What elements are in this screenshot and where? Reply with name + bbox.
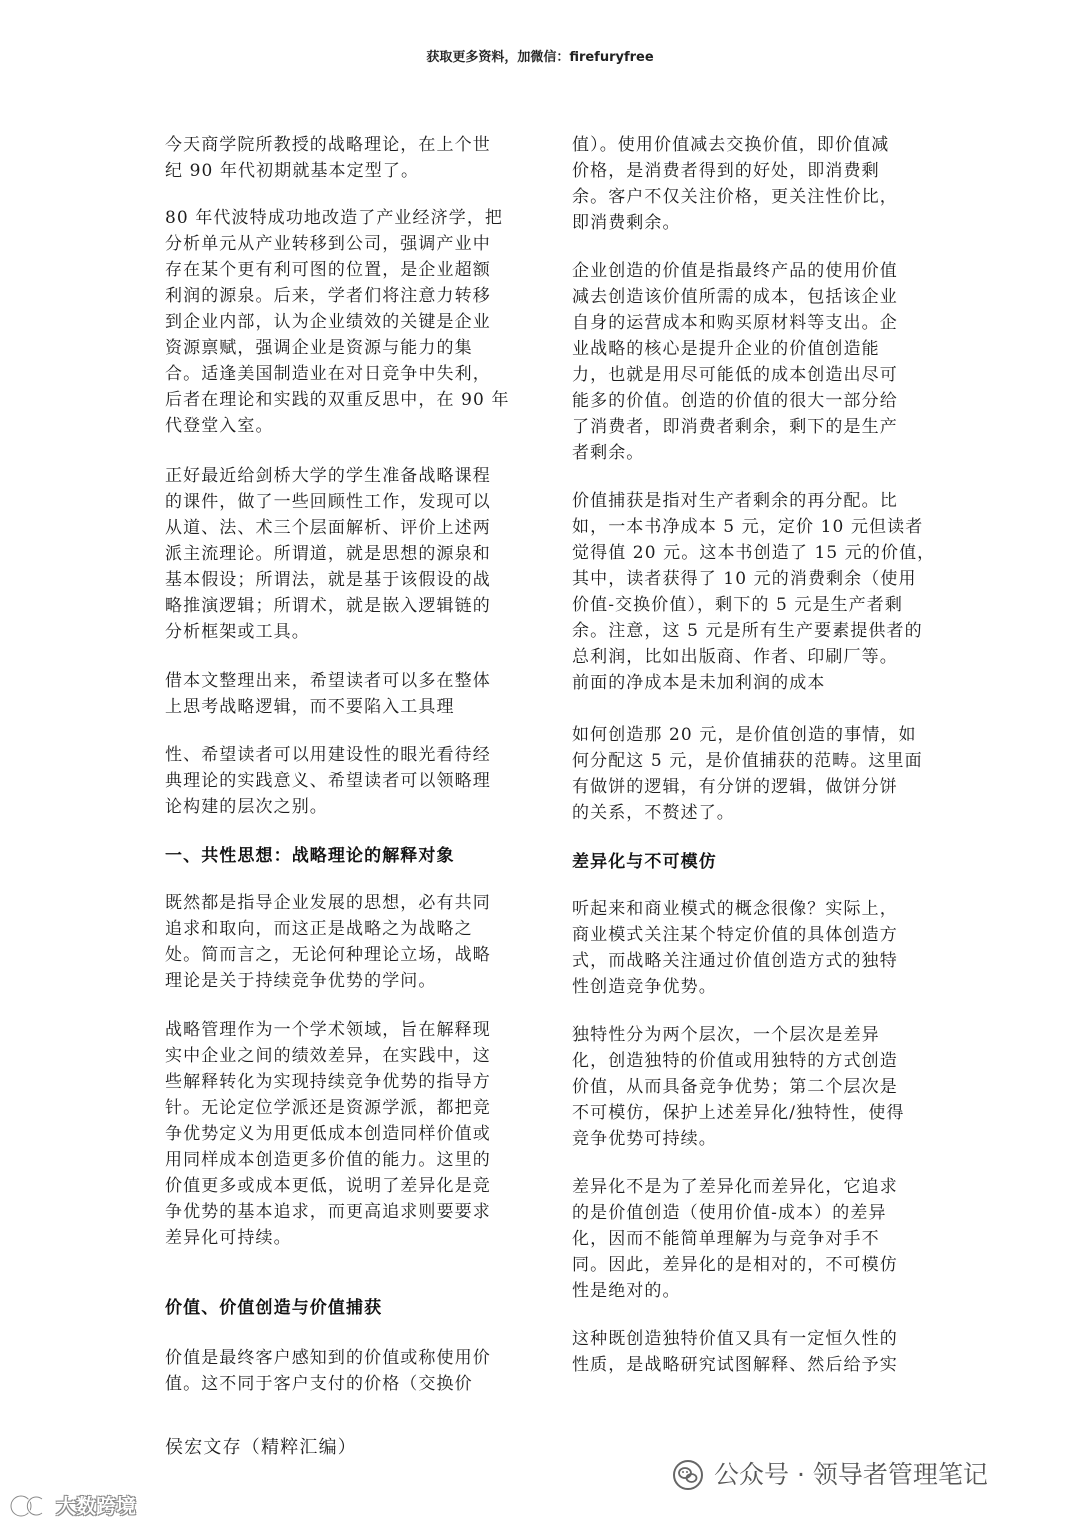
text-line: 业战略的核心是提升企业的价值创造能 [572,339,880,359]
text-line: 正好最近给剑桥大学的学生准备战略课程 [165,466,491,486]
text-line: 式，而战略关注通过价值创造方式的独特 [572,951,898,971]
paragraph [165,742,491,820]
text-line: 些解释转化为实现持续竞争优势的指导方 [165,1072,491,1092]
paragraph [572,258,898,466]
text-line: 者剩余。 [572,443,645,463]
paragraph [165,1017,491,1251]
text-line: 争优势的基本追求，而更高追求则要要求 [165,1202,491,1222]
text-line: 价格，是消费者得到的好处，即消费剩 [572,161,880,181]
text-line: 80 年代波特成功地改造了产业经济学，把 [165,208,504,228]
paragraph [572,896,898,1000]
paragraph [572,132,898,236]
paragraph [165,1345,491,1397]
text-line: 觉得值 20 元。这本书创造了 15 元的价值， [572,543,936,563]
subsection-heading: 差异化与不可模仿 [572,852,717,872]
wechat-watermark-text: 公众号 · 领导者管理笔记 [714,1460,988,1489]
text-line: 商业模式关注某个特定价值的具体创造方 [572,925,898,945]
text-line: 余。注意，这 5 元是所有生产要素提供者的 [572,621,923,641]
text-line: 基本假设；所谓法，就是基于该假设的战 [165,570,491,590]
footer-book-title: 侯宏文存（精粹汇编） [165,1437,357,1458]
section-heading: 一、共性思想：战略理论的解释对象 [165,846,455,866]
text-line: 即消费剩余。 [572,213,681,233]
text-line: 利润的源泉。后来，学者们将注意力转移 [165,286,491,306]
right-column [572,0,952,1420]
left-column [165,0,545,1420]
paragraph [165,890,491,994]
text-line: 借本文整理出来，希望读者可以多在整体 [165,671,491,691]
text-line: 资源禀赋，强调企业是资源与能力的集 [165,338,473,358]
text-line: 上思考战略逻辑，而不要陷入工具理 [165,697,455,717]
text-line: 值。这不同于客户支付的价格（交换价 [165,1374,473,1394]
text-line: 的课件，做了一些回顾性工作，发现可以 [165,492,491,512]
text-line: 的关系，不赘述了。 [572,803,735,823]
paragraph [572,488,935,696]
text-line: 差异化可持续。 [165,1228,292,1248]
text-line: 独特性分为两个层次，一个层次是差异 [572,1025,880,1045]
text-line: 代登堂入室。 [165,416,274,436]
subsection-heading: 价值、价值创造与价值捕获 [165,1298,383,1318]
text-line: 存在某个更有利可图的位置，是企业超额 [165,260,491,280]
text-line: 总利润，比如出版商、作者、印刷厂等。 [572,647,898,667]
paragraph [165,205,510,439]
text-line: 实中企业之间的绩效差异，在实践中，这 [165,1046,491,1066]
text-line: 既然都是指导企业发展的思想，必有共同 [165,893,491,913]
text-line: 略推演逻辑；所谓术，就是嵌入逻辑链的 [165,596,491,616]
text-line: 性质，是战略研究试图解释、然后给予实 [572,1355,898,1375]
text-line: 价值，从而具备竞争优势；第二个层次是 [572,1077,898,1097]
text-line: 同。因此，差异化的是相对的，不可模仿 [572,1255,898,1275]
text-line: 性、希望读者可以用建设性的眼光看待经 [165,745,491,765]
brand-watermark-text: 大数跨境 [56,1494,136,1518]
text-line: 典理论的实践意义、希望读者可以领略理 [165,771,491,791]
header-notice: 获取更多资料，加微信：firefuryfree [426,50,654,65]
text-line: 针。无论定位学派还是资源学派，都把竞 [165,1098,491,1118]
text-line: 力，也就是用尽可能低的成本创造出尽可 [572,365,898,385]
text-line: 性创造竞争优势。 [572,977,717,997]
text-line: 合。适逢美国制造业在对日竞争中失利， [165,364,491,384]
paragraph [165,463,491,645]
text-line: 余。客户不仅关注价格，更关注性价比， [572,187,898,207]
text-line: 自身的运营成本和购买原材料等支出。企 [572,313,898,333]
text-line: 今天商学院所教授的战略理论，在上个世 [165,135,491,155]
text-line: 价值-交换价值），剩下的 5 元是生产者剩 [572,595,903,615]
text-line: 值）。使用价值减去交换价值，即价值减 [572,135,890,155]
text-line: 减去创造该价值所需的成本，包括该企业 [572,287,898,307]
text-line: 分析单元从产业转移到公司，强调产业中 [165,234,491,254]
text-line: 企业创造的价值是指最终产品的使用价值 [572,261,898,281]
text-line: 其中，读者获得了 10 元的消费剩余（使用 [572,569,917,589]
text-line: 分析框架或工具。 [165,622,310,642]
text-line: 化，因而不能简单理解为与竞争对手不 [572,1229,880,1249]
text-line: 争优势定义为用更低成本创造同样价值或 [165,1124,491,1144]
text-line: 如，一本书净成本 5 元，定价 10 元但读者 [572,517,924,537]
text-line: 追求和取向，而这正是战略之为战略之 [165,919,473,939]
paragraph [572,1326,898,1378]
text-line: 化，创造独特的价值或用独特的方式创造 [572,1051,898,1071]
text-line: 战略管理作为一个学术领域，旨在解释现 [165,1020,491,1040]
text-line: 论构建的层次之别。 [165,797,328,817]
wechat-watermark [672,1459,988,1491]
text-line: 竞争优势可持续。 [572,1129,717,1149]
text-line: 能多的价值。创造的价值的很大一部分给 [572,391,898,411]
text-line: 纪 90 年代初期就基本定型了。 [165,161,420,181]
paragraph [572,722,923,826]
wechat-account-icon [672,1459,704,1491]
text-line: 价值是最终客户感知到的价值或称使用价 [165,1348,491,1368]
text-line: 理论是关于持续竞争优势的学问。 [165,971,437,991]
text-line: 价值更多或成本更低，说明了差异化是竞 [165,1176,491,1196]
text-line: 了消费者，即消费者剩余，剩下的是生产 [572,417,898,437]
brand-watermark [8,1492,136,1520]
text-line: 派主流理论。所谓道，就是思想的源泉和 [165,544,491,564]
text-line: 用同样成本创造更多价值的能力。这里的 [165,1150,491,1170]
text-line: 何分配这 5 元，是价值捕获的范畴。这里面 [572,751,923,771]
paragraph [572,1022,905,1152]
text-line: 到企业内部，认为企业绩效的关键是企业 [165,312,491,332]
text-line: 性是绝对的。 [572,1281,681,1301]
text-line: 如何创造那 20 元，是价值创造的事情，如 [572,725,917,745]
text-line: 前面的净成本是未加利润的成本 [572,673,826,693]
text-line: 的是价值创造（使用价值-成本）的差异 [572,1203,887,1223]
paragraph [165,668,491,720]
text-line: 差异化不是为了差异化而差异化，它追求 [572,1177,898,1197]
paragraph [572,1174,898,1304]
text-line: 有做饼的逻辑，有分饼的逻辑，做饼分饼 [572,777,898,797]
text-line: 后者在理论和实践的双重反思中，在 90 年 [165,390,510,410]
text-line: 不可模仿，保护上述差异化/独特性，使得 [572,1103,905,1123]
brand-logo-icon [8,1493,50,1519]
text-line: 听起来和商业模式的概念很像？实际上， [572,899,898,919]
text-line: 从道、法、术三个层面解析、评价上述两 [165,518,491,538]
text-line: 处。简而言之，无论何种理论立场，战略 [165,945,491,965]
text-line: 价值捕获是指对生产者剩余的再分配。比 [572,491,898,511]
text-line: 这种既创造独特价值又具有一定恒久性的 [572,1329,898,1349]
paragraph [165,132,491,184]
